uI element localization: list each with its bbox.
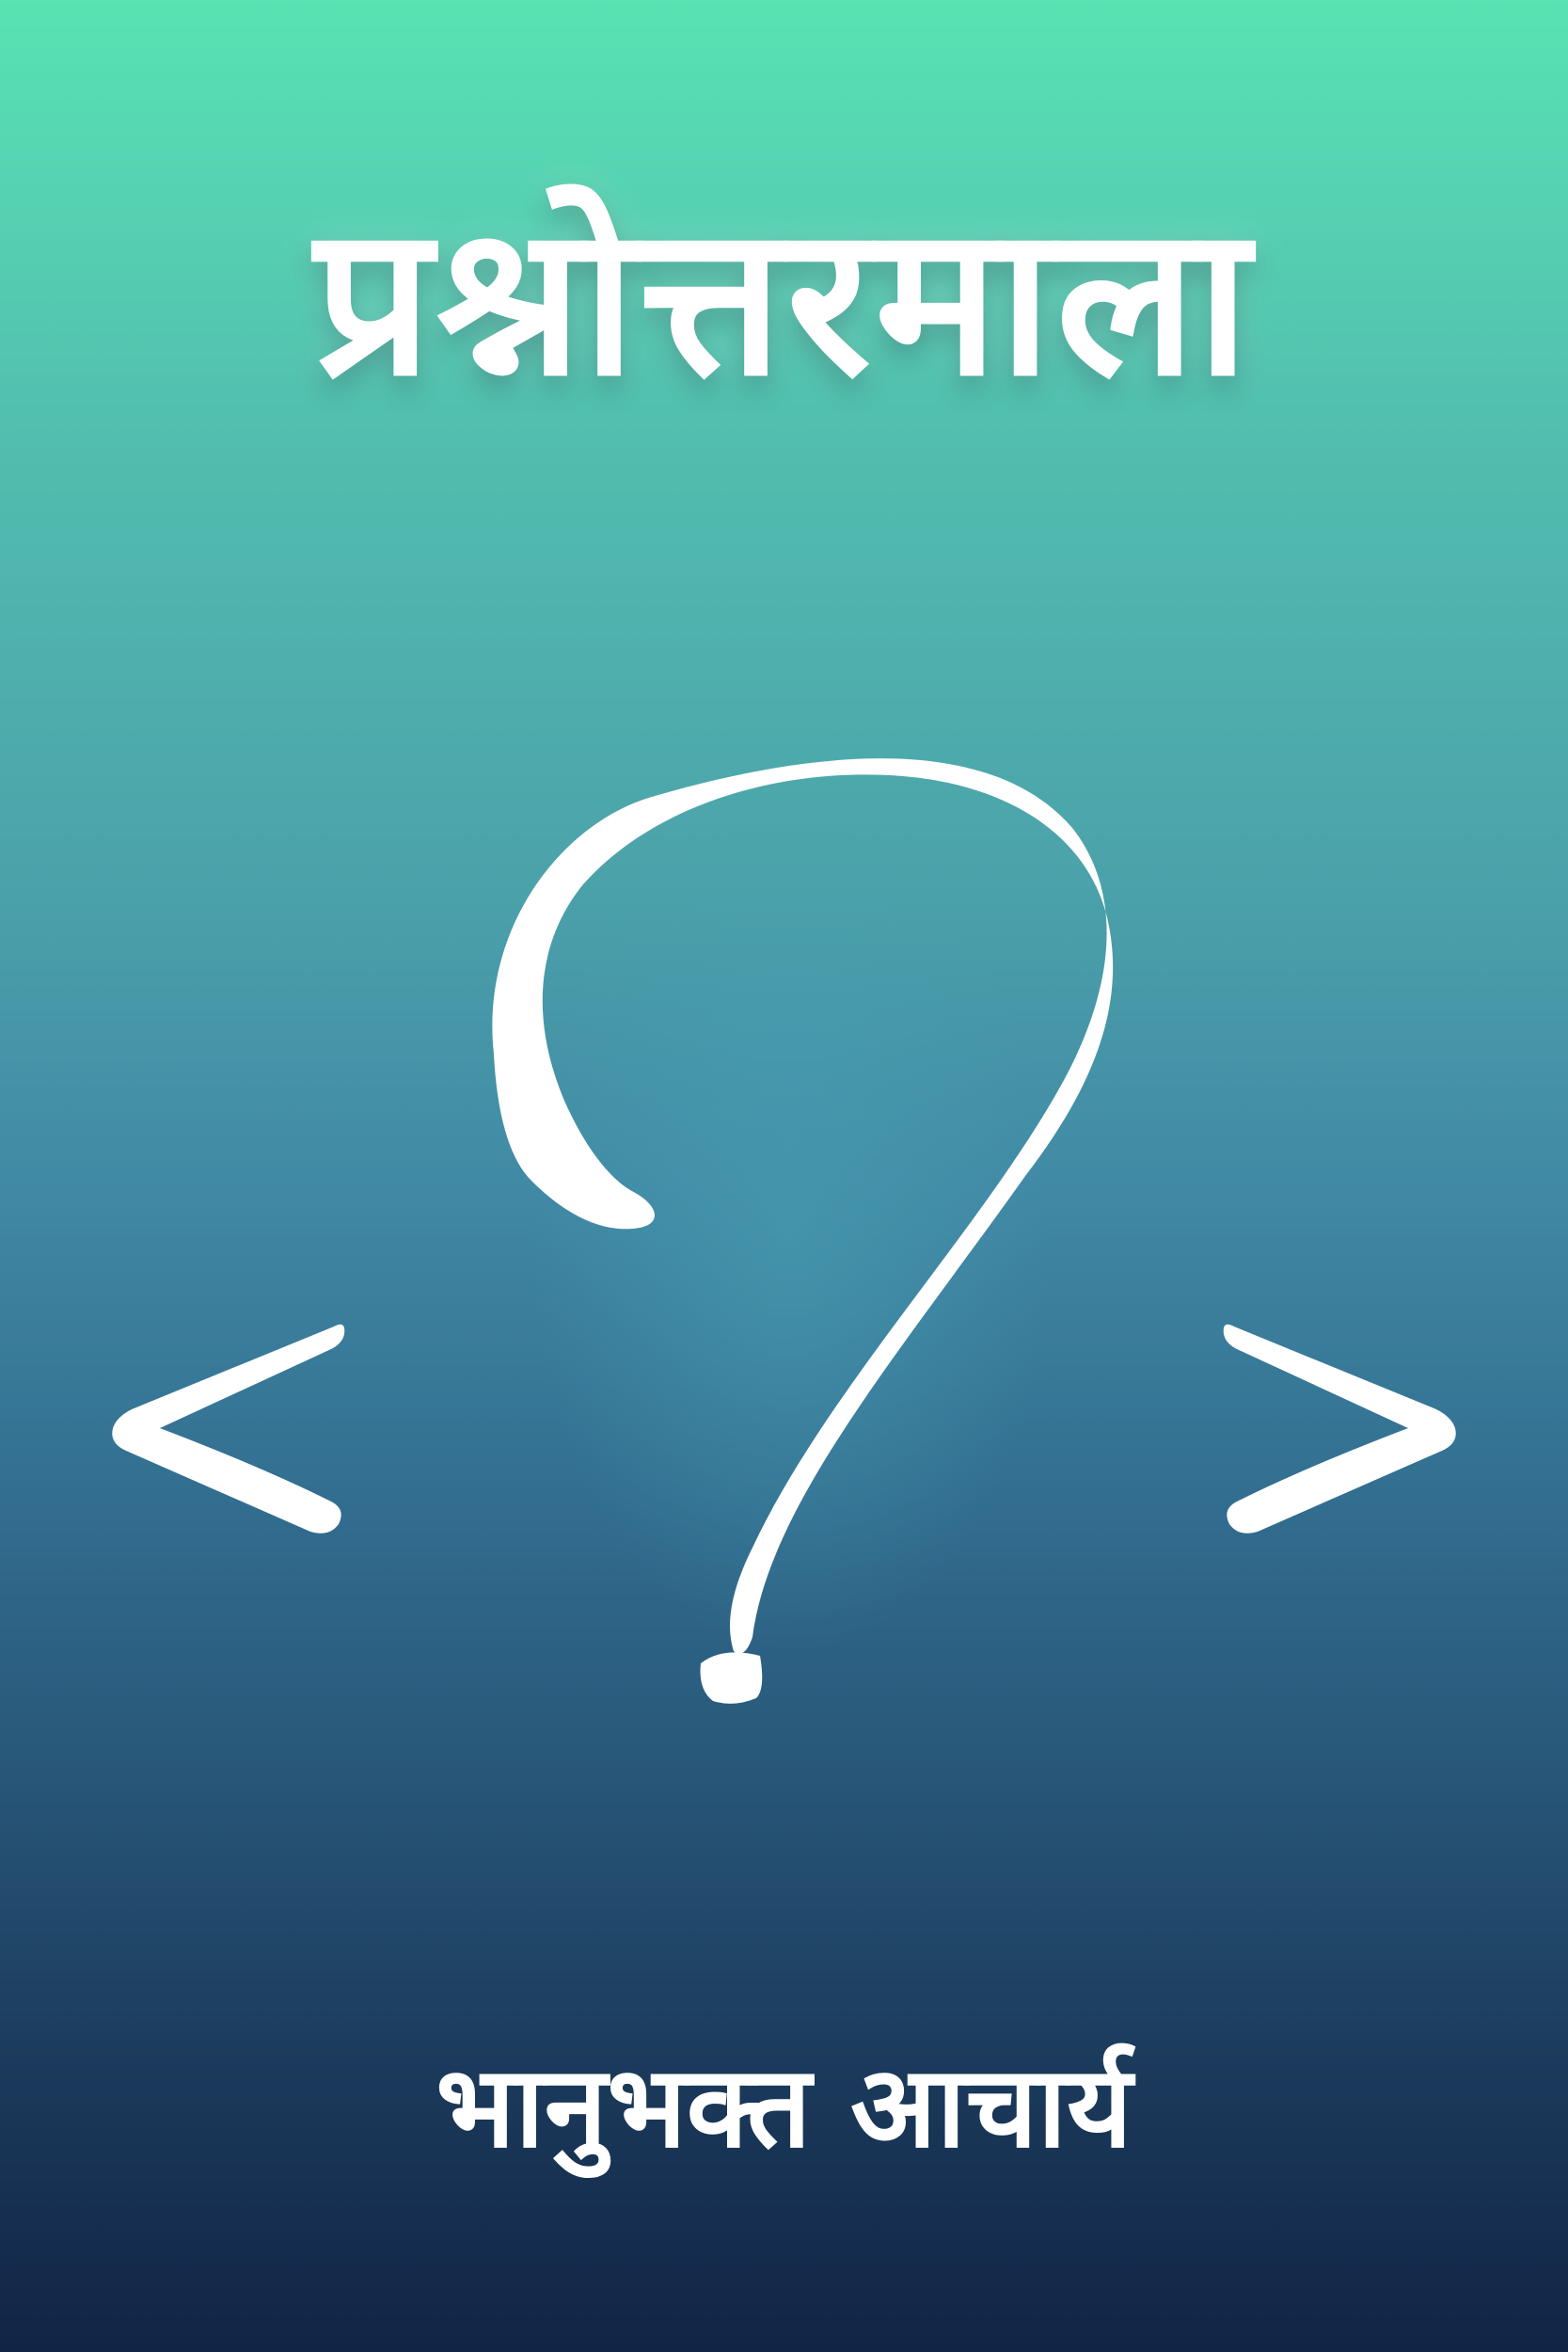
book-title: प्रश्नोत्तरमाला bbox=[314, 181, 1254, 421]
left-angle-bracket-icon bbox=[112, 1325, 344, 1534]
author-name: भानुभक्त आचार्य bbox=[436, 2042, 1132, 2173]
question-mark-dot bbox=[701, 1652, 763, 1703]
question-mark-icon bbox=[492, 758, 1113, 1654]
right-angle-bracket-icon bbox=[1224, 1325, 1456, 1534]
